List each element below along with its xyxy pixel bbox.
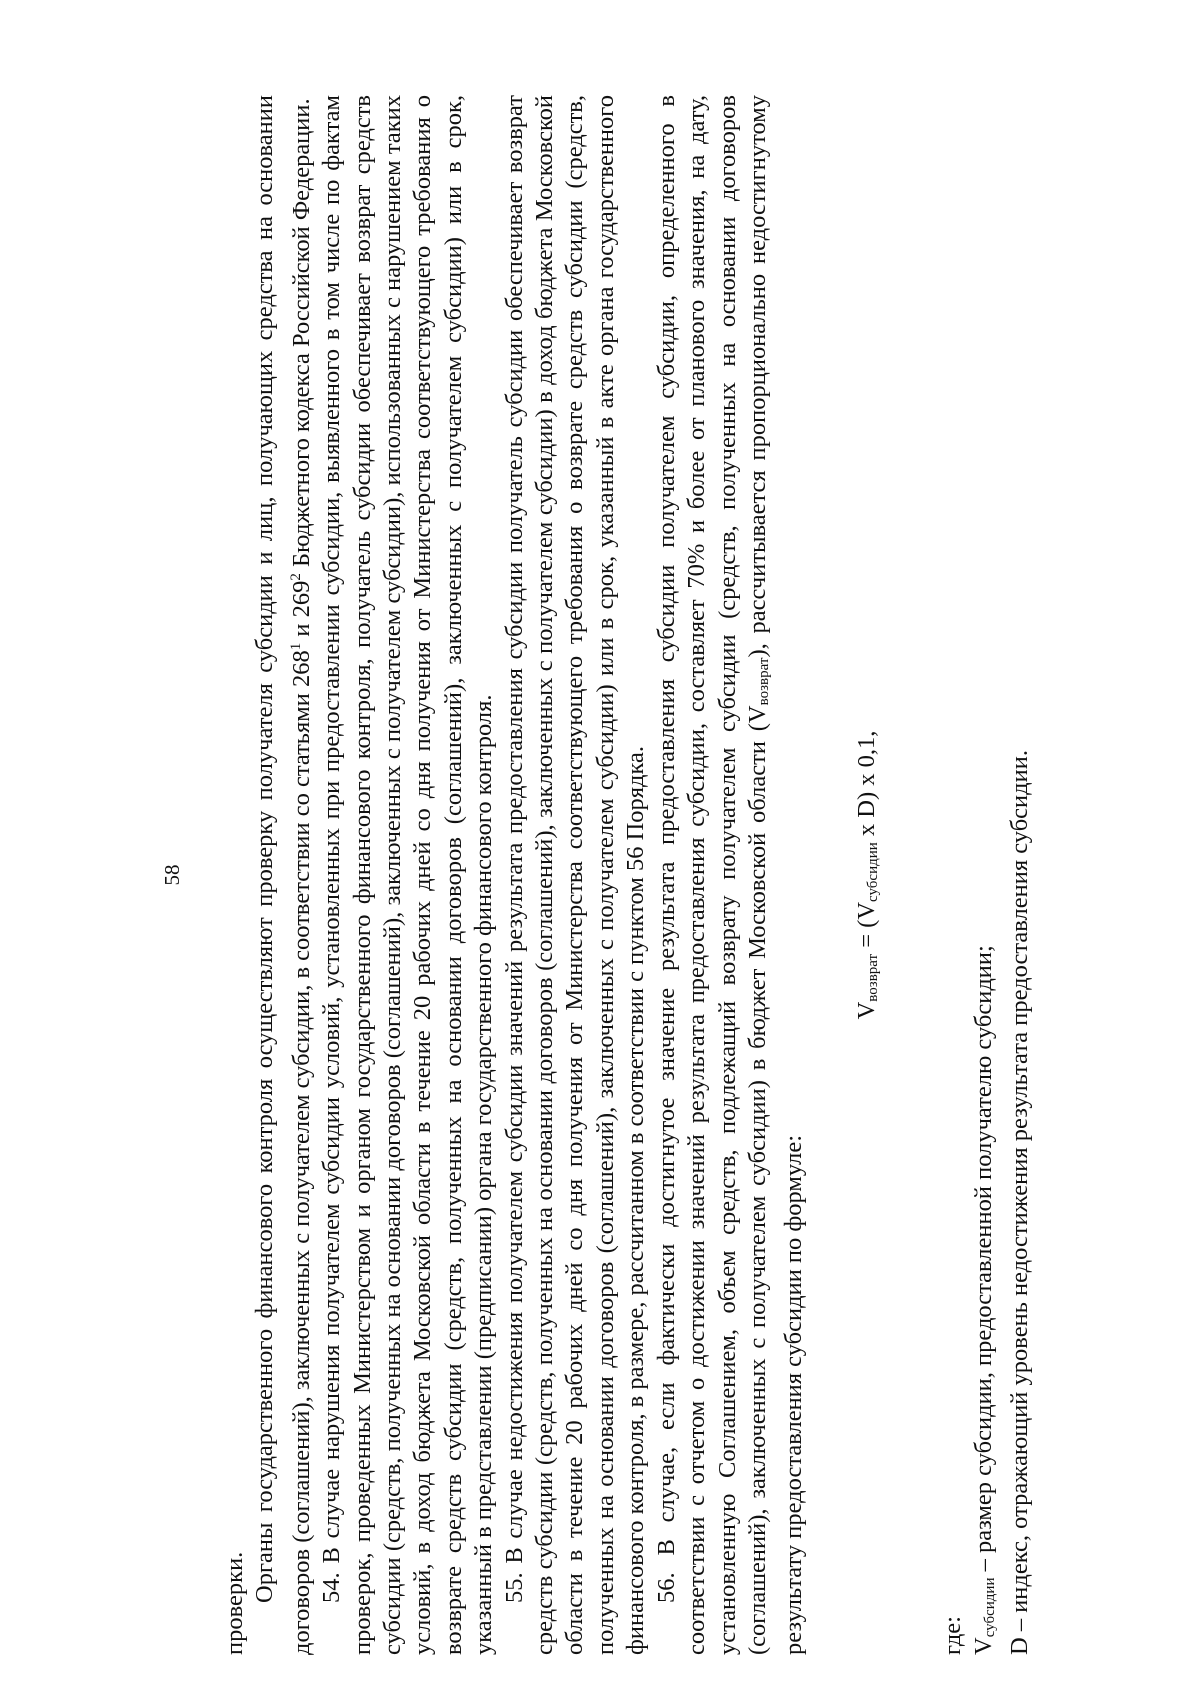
definition-v-symbol: V — [969, 1637, 997, 1655]
paragraph-financial-control — [250, 95, 317, 1655]
paragraph-financial-control-mid: и 269 — [287, 580, 315, 643]
formula-rhs-subscript: субсидии — [864, 842, 881, 902]
paragraph-56-text: 56. В случае, если фактически достигнутое значение результата предоставления субсидии получателем субсидии, определенного в соответствии с отчетом о достижении значений результата предоставления субсидии, составляет 70% и более от планового значения, на дату, установленную Соглашением, объем средств, подлежащий возврату получателем субсидии (средств, полученных на основании договоров (соглашений), заключенных с получателем субсидии) в бюджет Московской области (V — [652, 95, 771, 1655]
definition-v-subscript: субсидии — [981, 1577, 998, 1638]
formula-lhs-subscript: возврат — [864, 953, 881, 1002]
superscript-2: 2 — [287, 573, 304, 581]
formula-rest: x D) x 0,1, — [852, 730, 880, 843]
rotated-document-page — [120, 95, 1080, 1655]
paragraph-financial-control-text: Органы государственного финансового контроля осуществляют проверку получателя субсидии и лиц, получающих средства на основании договоров (соглашений), заключенных с получателем субсидии, в соответствии со статьями 268 — [251, 95, 315, 1655]
definition-d: D – индекс, отражающий уровень недостижения результата предоставления субсидии. — [1005, 750, 1033, 1655]
paragraph-55: 55. В случае недостижения получателем субсидии значений результата предоставления субсидии получатель субсидии обеспечивает возврат средств субсидии (средств, полученных на основании договоров (соглашений), заключенных с получателем субсидии) в доход бюджета Московской области в течение 20 рабочих дней со дня получения от Министерства соответствующего требования о возврате средств субсидии (средств, полученных на основании договоров (соглашений), заключенных с получателем субсидии) или в срок, указанный в акте органа государственного финансового контроля, в размере, рассчитанном в соответствии с пунктом 56 Порядка. — [500, 95, 650, 1655]
formula-lhs: V — [852, 1001, 880, 1020]
paragraph-56-subscript: возврат — [755, 657, 772, 706]
paragraph-financial-control-end: Бюджетного кодекса Российской Федерации. — [287, 98, 315, 574]
definition-v — [969, 95, 1005, 1655]
paragraph-continuation: проверки. — [221, 1551, 248, 1655]
definitions — [969, 95, 1036, 1655]
where-label: где: — [939, 1616, 967, 1655]
paragraph-56-text-end: ), рассчитывается пропорционально недостигнутому результату предоставления субсидии по формуле: — [743, 95, 808, 1655]
definition-v-text: – размер субсидии, предоставленной получателю субсидии; — [969, 945, 997, 1578]
formula-eq: = (V — [852, 901, 880, 954]
document-body — [220, 95, 1035, 1655]
paragraph-56 — [652, 95, 810, 1655]
paragraph-54: 54. В случае нарушения получателем субсидии условий, установленных при предоставлении субсидии, выявленного в том числе по фактам проверок, проведенных Министерством и органом государственного финансового контроля, получатель субсидии обеспечивает возврат средств субсидии (средств, полученных на основании договоров (соглашений), заключенных с получателем субсидии), использованных с нарушением таких условий, в доход бюджета Московской области в течение 20 рабочих дней со дня получения от Министерства соответствующего требования о возврате средств субсидии (средств, полученных на основании договоров (соглашений), заключенных с получателем субсидии) или в срок, указанный в представлении (предписании) органа государственного финансового контроля. — [318, 95, 498, 1655]
formula — [852, 95, 888, 1655]
superscript-1: 1 — [287, 642, 304, 651]
page-number: 58 — [160, 864, 184, 886]
